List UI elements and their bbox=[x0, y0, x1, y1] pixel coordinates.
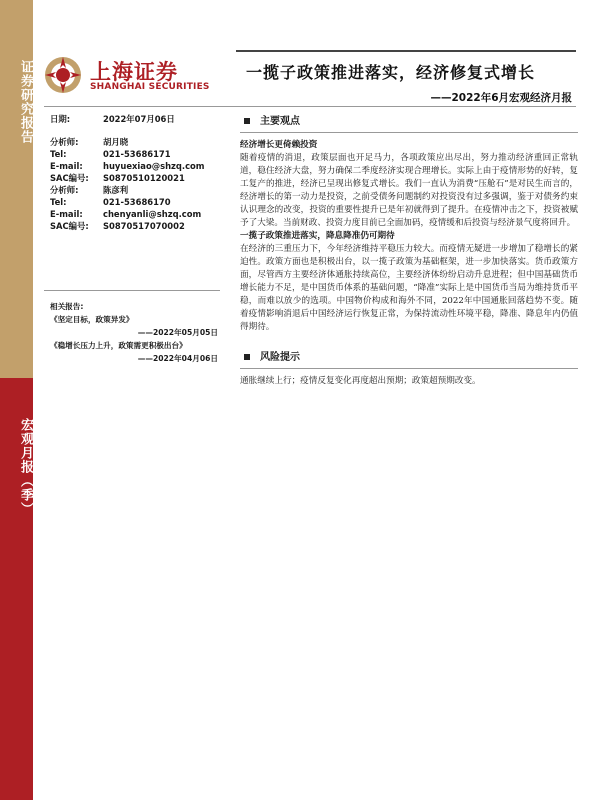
related-label: 相关报告: bbox=[50, 302, 84, 311]
subsection-title: 一揽子政策推进落实，降息降准仍可期待 bbox=[240, 231, 395, 241]
tel-label: Tel: bbox=[50, 149, 67, 159]
subsection-title: 经济增长更倚赖投资 bbox=[240, 140, 318, 150]
analyst-tel-row bbox=[50, 196, 220, 208]
analyst-tel: 021-53686170 bbox=[103, 197, 171, 207]
sac-label: SAC编号: bbox=[50, 173, 89, 183]
analyst-name: 陈彦利 bbox=[103, 185, 129, 195]
title-top-rule bbox=[236, 50, 576, 52]
company-logo bbox=[44, 56, 244, 98]
analyst-tel-row bbox=[50, 148, 220, 160]
analyst-name-row bbox=[50, 184, 220, 196]
email-label: E-mail: bbox=[50, 161, 83, 171]
report-type-label: 证券研究报告 bbox=[18, 60, 33, 144]
related-report-date: ——2022年05月05日 bbox=[137, 328, 218, 337]
key-points-heading bbox=[240, 112, 578, 130]
risk-section bbox=[240, 348, 578, 388]
tel-label: Tel: bbox=[50, 197, 67, 207]
analyst-email[interactable]: chenyanli@shzq.com bbox=[103, 209, 202, 219]
date-value: 2022年07月06日 bbox=[103, 114, 175, 124]
analyst-sac: S0870517070002 bbox=[103, 221, 185, 231]
analyst-email-row bbox=[50, 160, 220, 172]
analyst-sac: S0870510120021 bbox=[103, 173, 185, 183]
section-rule bbox=[240, 368, 578, 369]
key-points-title: 主要观点 bbox=[260, 115, 300, 127]
report-info-panel bbox=[50, 113, 220, 232]
sac-label: SAC编号: bbox=[50, 221, 89, 231]
analyst-role-label: 分析师: bbox=[50, 185, 79, 195]
related-reports bbox=[50, 300, 222, 365]
analyst-role-label: 分析师: bbox=[50, 137, 79, 147]
analyst-name: 胡月晓 bbox=[103, 137, 129, 147]
related-report-date: ——2022年04月06日 bbox=[137, 354, 218, 363]
analyst-sac-row bbox=[50, 172, 220, 184]
analyst-tel: 021-53686171 bbox=[103, 149, 171, 159]
analyst-sac-row bbox=[50, 220, 220, 232]
email-label: E-mail: bbox=[50, 209, 83, 219]
risk-heading bbox=[240, 348, 578, 366]
logo-english-name: SHANGHAI SECURITIES bbox=[90, 82, 210, 92]
subsection-paragraph: 在经济的三重压力下，今年经济维持平稳压力较大。而疫情无疑进一步增加了稳增长的紧迫性。政策方面也是积极出台，以一揽子政策为基础框架，进一步加快落实。货币政策方面，尽管西方主要经济体通胀持续高位，主要经济体纷纷启动升息进程；但中国基础货币增长能力不足，是中国货币体系的基础问题，“降准”实际上是中国货币当局为维持货币平稳，而难以放少的选项。中国物价构成和海外不同，2022年中国通胀回落趋势不变。随着疫情影响消退后中国经济运行恢复正常，为保持流动性环境平稳，降准、降息年内仍值得期待。 bbox=[240, 244, 578, 332]
analyst-email-row bbox=[50, 208, 220, 220]
square-bullet-icon bbox=[244, 118, 250, 124]
risk-title: 风险提示 bbox=[260, 351, 300, 363]
related-rule bbox=[44, 290, 220, 291]
report-title: 一揽子政策推进落实，经济修复式增长 bbox=[246, 63, 536, 82]
report-subtitle: ——2022年6月宏观经济月报 bbox=[430, 92, 572, 104]
subsection-paragraph: 随着疫情的消退，政策层面也开足马力，各项政策应出尽出，努力推动经济重回正常轨道，稳住经济大盘，努力确保二季度经济实现合理增长。实际上由于疫情形势的好转，复工复产的推进，经济已呈现出修复式增长。我们一直认为消费“压舱石”是对民生而言的，经济增长的第一动力是投资，之前受债务问题制约对投资没有过多强调，鉴于对债务约束认识理念的改变，投资的重要性提升已是年初就得到了提升。在疫情冲击之下，投资被赋予了大梁。当前财政、投资力度目前已全面加码，疫情缓和后投资与经济景气度将回升。 bbox=[240, 153, 578, 228]
main-content bbox=[240, 112, 578, 388]
risk-text: 通胀继续上行；疫情反复变化再度超出预期；政策超预期改变。 bbox=[240, 376, 481, 386]
report-date-row bbox=[50, 113, 220, 125]
date-label: 日期: bbox=[50, 114, 71, 124]
section-rule bbox=[240, 132, 578, 133]
header-rule bbox=[44, 106, 576, 107]
square-bullet-icon bbox=[244, 354, 250, 360]
analyst-email[interactable]: huyuexiao@shzq.com bbox=[103, 161, 205, 171]
analyst-name-row bbox=[50, 136, 220, 148]
related-report-title[interactable]: 《稳增长压力上升，政策需更积极出台》 bbox=[50, 341, 187, 350]
related-report-title[interactable]: 《坚定目标，政策异发》 bbox=[50, 315, 134, 324]
report-category-label: 宏观月报（季） bbox=[18, 418, 33, 516]
logo-chinese-name: 上海证券 bbox=[90, 60, 178, 84]
logo-emblem-icon bbox=[44, 56, 82, 94]
